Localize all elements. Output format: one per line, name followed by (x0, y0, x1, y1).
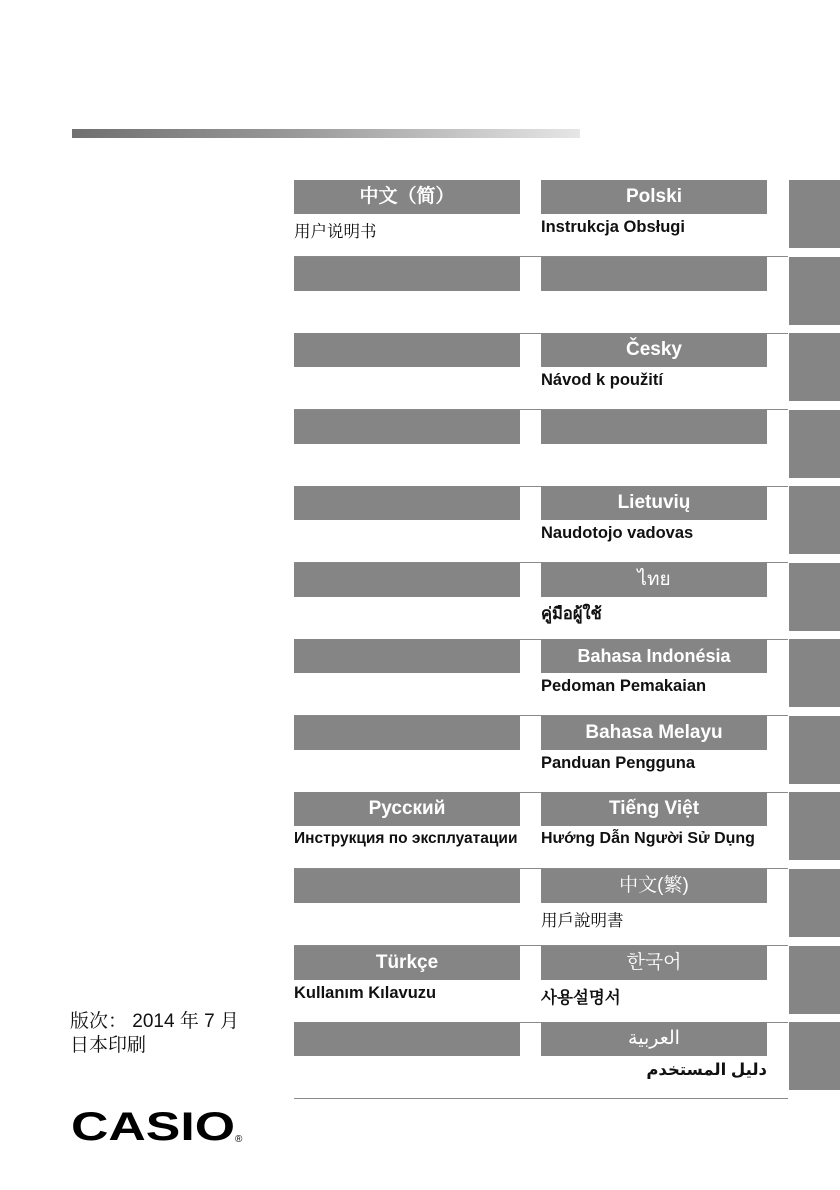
side-tab (789, 563, 840, 631)
language-row (294, 639, 788, 716)
language-row (294, 486, 788, 563)
language-header-blank (541, 257, 767, 291)
side-tab (789, 333, 840, 401)
language-header-chinese-traditional: 中文(繁) (541, 869, 767, 903)
side-tab (789, 869, 840, 937)
language-header-lithuanian: Lietuvių (541, 486, 767, 520)
language-header-malay: Bahasa Melayu (541, 716, 767, 750)
language-row (294, 180, 788, 257)
language-header-indonesian: Bahasa Indonésia (541, 639, 767, 673)
side-tab (789, 1022, 840, 1090)
casio-logo-text: CASIO (71, 1106, 235, 1146)
language-row (294, 410, 788, 487)
language-header-blank (294, 333, 520, 367)
language-row (294, 563, 788, 640)
side-tab (789, 257, 840, 325)
language-row (294, 946, 788, 1023)
language-header-blank (541, 410, 767, 444)
manual-title-malay: Panduan Pengguna (541, 754, 696, 772)
manual-title-vietnamese: Hướng Dẫn Người Sử Dụng (541, 830, 755, 847)
manual-title-thai: คู่มือผู้ใช้ (541, 605, 602, 623)
language-header-turkish: Türkçe (294, 946, 520, 980)
language-header-blank (294, 410, 520, 444)
side-tab (789, 486, 840, 554)
edition-date: 版次： 2014 年 7 月 (70, 1011, 239, 1032)
language-header-blank (294, 257, 520, 291)
side-tab (789, 410, 840, 478)
language-header-blank (294, 563, 520, 597)
language-row (294, 716, 788, 793)
manual-title-chinese-traditional: 用戶說明書 (541, 912, 624, 930)
language-row (294, 333, 788, 410)
language-header-blank (294, 1022, 520, 1056)
printed-in-japan: 日本印刷 (70, 1035, 147, 1056)
language-header-thai: ไทย (541, 563, 767, 597)
language-header-russian: Русский (294, 792, 520, 826)
side-tab (789, 946, 840, 1014)
side-tab (789, 639, 840, 707)
language-row (294, 1022, 788, 1099)
manual-title-arabic: دليل المستخدم (646, 1061, 767, 1079)
manual-title-turkish: Kullanım Kılavuzu (294, 984, 437, 1002)
language-header-vietnamese: Tiếng Việt (541, 792, 767, 826)
side-tab (789, 792, 840, 860)
language-header-blank (294, 486, 520, 520)
manual-title-chinese-simplified: 用户说明书 (294, 223, 377, 241)
manual-title-korean: 사용설명서 (541, 989, 621, 1007)
language-row (294, 869, 788, 946)
registered-mark: ® (235, 1134, 243, 1145)
manual-title-czech: Návod k použití (541, 371, 663, 389)
language-header-polish: Polski (541, 180, 767, 214)
manual-title-polish: Instrukcja Obsługi (541, 218, 685, 236)
manual-title-russian: Инструкция по эксплуатации (294, 830, 518, 847)
language-row (294, 792, 788, 869)
manual-title-indonesian: Pedoman Pemakaian (541, 677, 707, 695)
manual-title-lithuanian: Naudotojo vadovas (541, 524, 694, 542)
side-tab (789, 180, 840, 248)
casio-logo (71, 1106, 246, 1146)
language-header-korean: 한국어 (541, 946, 767, 980)
language-header-blank (294, 869, 520, 903)
side-tab (789, 716, 840, 784)
language-header-czech: Česky (541, 333, 767, 367)
language-header-chinese-simplified: 中文（简） (294, 180, 520, 214)
title-gradient-bar (72, 129, 580, 138)
edition-info (70, 1010, 239, 1058)
language-header-arabic: العربية (541, 1022, 767, 1056)
language-header-blank (294, 639, 520, 673)
language-row (294, 257, 788, 334)
language-header-blank (294, 716, 520, 750)
